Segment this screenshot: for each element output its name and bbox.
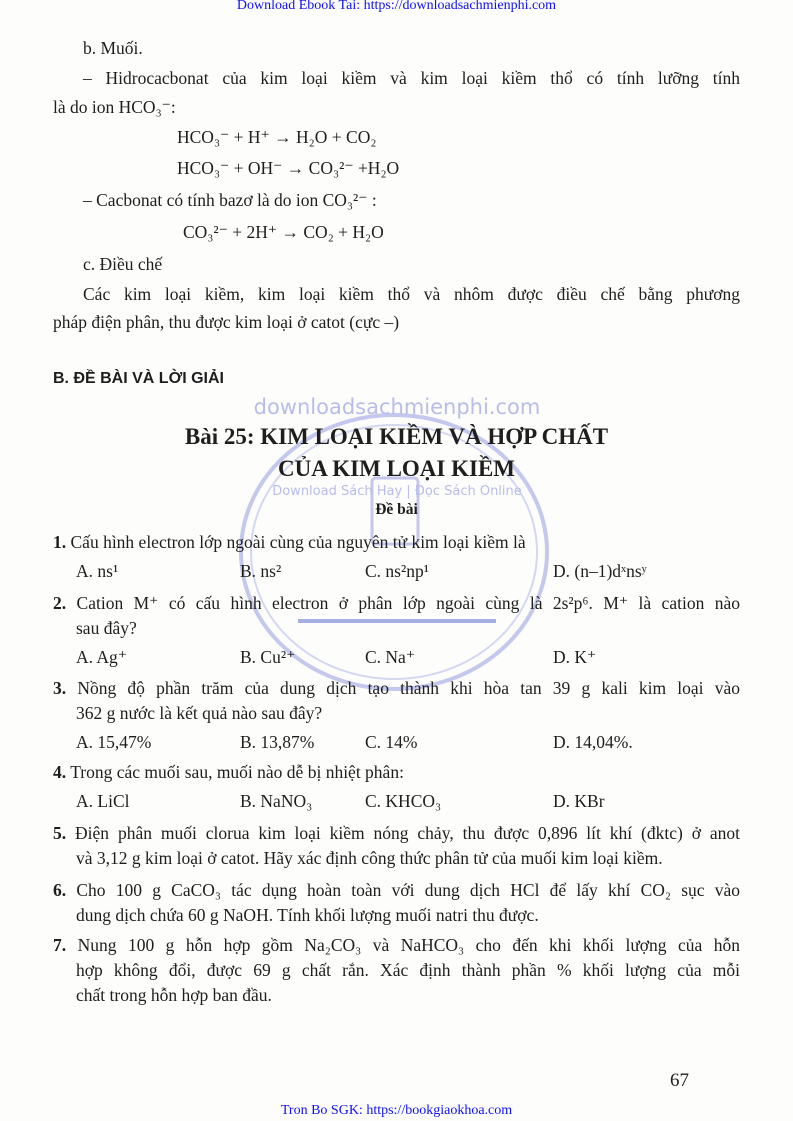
equation-1: HCO₃⁻ + H⁺ → H₂O + CO₂ (177, 127, 377, 147)
answer-option-c: C. KHCO₃ (365, 791, 442, 811)
question-body: Cho 100 g CaCO₃ tác dụng hoàn toàn với dung dịch HCl để lấy khí CO₂ sục vào (76, 880, 741, 900)
question-text-cont: sau đây? (76, 618, 137, 638)
answer-option-a: A. 15,47% (76, 732, 152, 752)
salt-heading: b. Muối. (83, 38, 143, 58)
preparation-text-cont: pháp điện phân, thu được kim loại ở catot (cực –) (53, 312, 400, 332)
question-number: 3. (53, 678, 67, 698)
question-text-cont: và 3,12 g kim loại ở catot. Hãy xác định công thức phân tử của muối kim loại kiềm. (76, 848, 663, 868)
lesson-title-line-1: Bài 25: KIM LOẠI KIỀM VÀ HỢP CHẤT (184, 424, 609, 449)
answer-option-d: D. (n–1)dˣnsʸ (553, 561, 647, 581)
question-number: 7. (53, 935, 67, 955)
question-text (53, 677, 740, 699)
answer-option-b: B. NaNO₃ (240, 791, 313, 811)
answer-option-c: C. 14% (365, 732, 418, 752)
preparation-heading: c. Điều chế (83, 254, 163, 274)
question-number: 5. (53, 823, 67, 843)
page-number: 67 (670, 1070, 689, 1091)
answer-option-a: A. ns¹ (76, 561, 119, 581)
question-text (53, 761, 404, 783)
answer-option-b: B. 13,87% (240, 732, 315, 752)
answer-option-b: B. Cu²⁺ (240, 647, 296, 667)
equation-3: CO₃²⁻ + 2H⁺ → CO₂ + H₂O (183, 222, 384, 242)
carbonate-text: – Cacbonat có tính bazơ là do ion CO₃²⁻ : (83, 190, 377, 210)
question-text-cont: dung dịch chứa 60 g NaOH. Tính khối lượng muối natri thu được. (76, 905, 539, 925)
answer-option-d: D. 14,04%. (553, 732, 633, 752)
question-text-cont: chất trong hỗn hợp ban đầu. (76, 985, 272, 1005)
answer-option-b: B. ns² (240, 561, 282, 581)
question-number: 2. (53, 593, 67, 613)
footer-sgk-link[interactable]: Tron Bo SGK: https://bookgiaokhoa.com (280, 1103, 513, 1118)
question-body: Trong các muối sau, muối nào dễ bị nhiệt phân: (70, 762, 404, 782)
question-body: Nung 100 g hỗn hợp gồm Na₂CO₃ và NaHCO₃ cho đến khi khối lượng của hỗn (77, 935, 741, 955)
question-text (53, 879, 740, 901)
question-text (53, 531, 526, 553)
preparation-text: Các kim loại kiềm, kim loại kiềm thổ và nhôm được điều chế bằng phương (83, 284, 740, 304)
answer-option-a: A. LiCl (76, 791, 130, 811)
answer-option-d: D. KBr (553, 791, 605, 811)
watermark-site: downloadsachmienphi.com (253, 395, 541, 419)
question-text (53, 592, 740, 614)
question-body: Nồng độ phần trăm của dung dịch tạo thành khi hòa tan 39 g kali kim loại vào (77, 678, 740, 698)
question-body: Cấu hình electron lớp ngoài cùng của nguyên tử kim loại kiềm là (70, 532, 526, 552)
question-text-cont: hợp không đổi, được 69 g chất rắn. Xác định thành phần % khối lượng của mỗi (76, 960, 740, 980)
answer-option-c: C. ns²np¹ (365, 561, 429, 581)
question-text (53, 822, 740, 844)
answer-option-c: C. Na⁺ (365, 647, 416, 667)
answer-option-d: D. K⁺ (553, 647, 597, 667)
section-heading: B. ĐỀ BÀI VÀ LỜI GIẢI (53, 370, 224, 387)
watermark-tagline: Download Sách Hay | Đọc Sách Online (272, 484, 522, 499)
lesson-title-line-2: CỦA KIM LOẠI KIỀM (277, 456, 516, 481)
header-download-link[interactable]: Download Ebook Tai: https://downloadsachmienphi.com (236, 0, 557, 13)
exercise-subheading: Đề bài (375, 501, 418, 518)
question-body: Cation M⁺ có cấu hình electron ở phân lớp ngoài cùng là 2s²p⁶. M⁺ là cation nào (76, 593, 740, 613)
question-text-cont: 362 g nước là kết quả nào sau đây? (76, 703, 323, 723)
hydrocarbonate-text: – Hidrocacbonat của kim loại kiềm và kim loại kiềm thổ có tính lưỡng tính (83, 68, 740, 88)
question-text (53, 934, 740, 956)
question-number: 1. (53, 532, 67, 552)
equation-2: HCO₃⁻ + OH⁻ → CO₃²⁻ +H₂O (177, 158, 400, 178)
question-number: 6. (53, 880, 67, 900)
question-number: 4. (53, 762, 67, 782)
question-body: Điện phân muối clorua kim loại kiềm nóng chảy, thu được 0,896 lít khí (đktc) ở anot (75, 823, 741, 843)
hydrocarbonate-text-cont: là do ion HCO₃⁻: (53, 97, 176, 117)
answer-option-a: A. Ag⁺ (76, 647, 128, 667)
